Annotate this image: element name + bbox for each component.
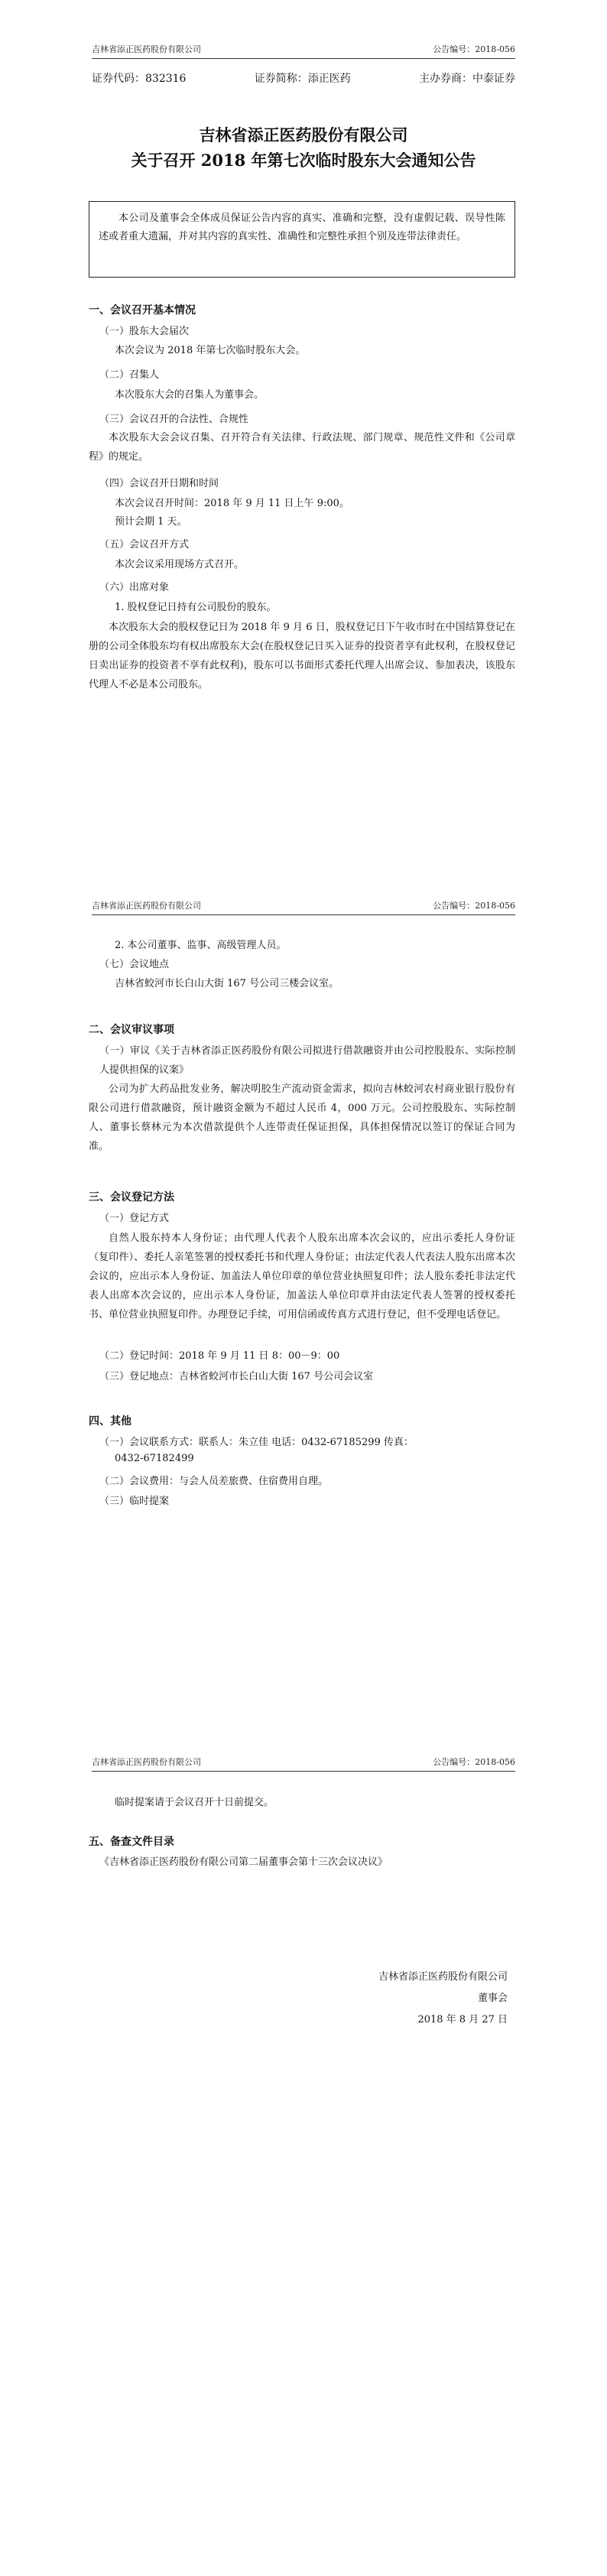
section-2-heading: 二、会议审议事项 [89, 1024, 174, 1036]
s3-a-heading: （一）登记方式 [99, 1213, 170, 1224]
s1-d-text1: 本次会议召开时间：2018 年 9 月 11 日上午 9:00。 [115, 498, 349, 509]
s1-g-text: 吉林省蛟河市长白山大街 167 号公司三楼会议室。 [115, 978, 339, 989]
s1-e-heading: （五）会议召开方式 [99, 539, 190, 551]
s1-c-heading: （三）会议召开的合法性、合规性 [99, 414, 249, 425]
section-5-heading: 五、备查文件目录 [89, 1836, 174, 1848]
s1-a-heading: （一）股东大会届次 [99, 326, 190, 337]
page-3 [0, 1713, 607, 2576]
s3-a-text: 自然人股东持本人身份证；由代理人代表个人股东出席本次会议的，应出示委托人身份证（复印件）、委托人亲笔签署的授权委托书和代理人身份证；由法定代表人代表法人股东出席本次会议的，应出示本人身份证、加盖法人单位印章的单位营业执照复印件；法人股东委托非法定代表人出席本次会议的，应出示本人身份证，加盖法人单位印章并由法定代表人签署的授权委托书、单位营业执照复印件。办理登记手续，可用信函或传真方式进行登记，但不受理电话登记。 [89, 1233, 515, 1320]
security-info [92, 70, 515, 86]
s1-c-text: 本次股东大会会议召集、召开符合有关法律、行政法规、部门规章、规范性文件和《公司章程》的规定。 [89, 432, 515, 463]
s2-item: （一）审议《关于吉林省添正医药股份有限公司拟进行借款融资并由公司控股股东、实际控制人提供担保的议案》 [99, 1045, 515, 1076]
s1-f2: 2. 本公司董事、监事、高级管理人员。 [115, 940, 287, 951]
signature-date: 2018 年 8 月 27 日 [417, 2014, 508, 2025]
page-header [92, 43, 515, 59]
doc-title-line1: 吉林省添正医药股份有限公司 [199, 125, 408, 145]
s1-d-heading: （四）会议召开日期和时间 [99, 478, 219, 489]
s2-item-text: 公司为扩大药品批发业务，解决明胶生产流动资金需求，拟向吉林蛟河农村商业银行股份有限公司进行借款融资，预计融资金额为不超过人民币 4，000 万元。公司控股股东、实际控制人、董事长蔡林元为本次借款提供个人连带责任保证担保，具体担保情况以签订的保证合同为准。 [89, 1083, 515, 1152]
s1-d-text2: 预计会期 1 天。 [115, 516, 187, 528]
s4-a-line2: 0432-67182499 [115, 1453, 194, 1464]
security-short-name: 证券简称：添正医药 [254, 73, 351, 85]
header-company: 吉林省添正医药股份有限公司 [92, 44, 201, 54]
section-3-heading: 三、会议登记方法 [89, 1191, 174, 1204]
signature-company: 吉林省添正医药股份有限公司 [378, 1971, 508, 1983]
s4-b: （二）会议费用：与会人员差旅费、住宿费用自理。 [99, 1476, 329, 1487]
s1-f1: 1. 股权登记日持有公司股份的股东。 [115, 602, 277, 613]
s4-c-heading: （三）临时提案 [99, 1496, 170, 1507]
s1-f1-text: 本次股东大会的股权登记日为 2018 年 9 月 6 日，股权登记日下午收市时在中国结算登记在册的公司全体股东均有权出席股东大会(在股权登记日买入证券的投资者享有此权利，在股权登记日卖出证券的投资者不享有此权利)，股东可以书面形式委托代理人出席会议、参加表决，该股东代理人不必是本公司股东。 [89, 622, 515, 690]
s4-c-text: 临时提案请于会议召开十日前提交。 [115, 1797, 274, 1808]
signature-board: 董事会 [477, 1993, 508, 2004]
s1-g-heading: （七）会议地点 [99, 959, 170, 970]
s4-a-line1: （一）会议联系方式：联系人：朱立佳 电话：0432-67185299 传真： [99, 1437, 414, 1448]
page-1 [0, 0, 607, 856]
s1-a-text: 本次会议为 2018 年第七次临时股东大会。 [115, 345, 306, 356]
doc-title-line2: 关于召开 2018 年第七次临时股东大会通知公告 [131, 151, 476, 170]
header-announcement-no: 公告编号：2018-056 [433, 44, 515, 54]
s1-e-text: 本次会议采用现场方式召开。 [115, 559, 245, 570]
header-announcement-no: 公告编号：2018-056 [433, 901, 515, 911]
s1-b-text: 本次股东大会的召集人为董事会。 [115, 389, 265, 401]
s5-text: 《吉林省添正医药股份有限公司第二届董事会第十三次会议决议》 [99, 1856, 388, 1868]
s1-b-heading: （二）召集人 [99, 369, 160, 381]
s3-b: （二）登记时间：2018 年 9 月 11 日 8：00－9：00 [99, 1350, 340, 1362]
section-4-heading: 四、其他 [89, 1415, 131, 1428]
security-broker: 主办券商：中泰证券 [418, 73, 515, 85]
s3-c: （三）登记地点：吉林省蛟河市长白山大街 167 号公司会议室 [99, 1371, 374, 1382]
header-company: 吉林省添正医药股份有限公司 [92, 1757, 201, 1767]
s1-f-heading: （六）出席对象 [99, 582, 170, 593]
page-header [92, 1756, 515, 1772]
page-2 [0, 856, 607, 1713]
section-1-heading: 一、会议召开基本情况 [89, 304, 196, 317]
signature-block [378, 1967, 508, 2031]
header-announcement-no: 公告编号：2018-056 [433, 1757, 515, 1767]
security-code: 证券代码：832316 [92, 73, 187, 85]
disclaimer-box: 本公司及董事会全体成员保证公告内容的真实、准确和完整，没有虚假记载、误导性陈述或者重大遗漏，并对其内容的真实性、准确性和完整性承担个别及连带法律责任。 [89, 201, 515, 278]
page-header [92, 899, 515, 915]
header-company: 吉林省添正医药股份有限公司 [92, 901, 201, 911]
